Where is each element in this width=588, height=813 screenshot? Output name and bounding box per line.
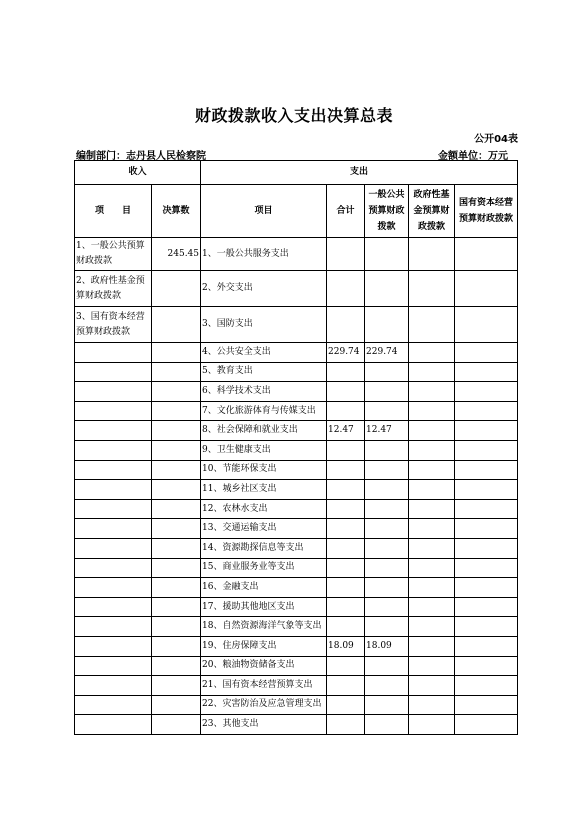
table-row: [75, 271, 518, 307]
income-item-cell: 1、一般公共预算财政拨款: [75, 238, 152, 271]
general-budget-cell: [365, 238, 409, 271]
table-row: [75, 558, 518, 578]
total-cell: [327, 382, 365, 402]
gov-fund-cell: [409, 480, 455, 500]
state-capital-cell: [455, 578, 518, 598]
budget-summary-table: [74, 160, 518, 735]
income-amount-cell: 245.45: [152, 238, 201, 271]
total-cell: [327, 499, 365, 519]
state-capital-cell: [455, 695, 518, 715]
income-amount-cell: [152, 578, 201, 598]
table-row: [75, 695, 518, 715]
gov-fund-cell: [409, 440, 455, 460]
gov-fund-cell: [409, 362, 455, 382]
table-row: [75, 362, 518, 382]
table-row: [75, 519, 518, 539]
total-cell: [327, 578, 365, 598]
income-amount-cell: [152, 499, 201, 519]
income-amount-cell: [152, 421, 201, 441]
income-amount-cell: [152, 401, 201, 421]
income-amount-cell: [152, 656, 201, 676]
gov-fund-cell: [409, 343, 455, 363]
total-cell: 229.74: [327, 343, 365, 363]
total-cell: [327, 656, 365, 676]
total-cell: [327, 271, 365, 307]
state-capital-cell: [455, 421, 518, 441]
table-row: [75, 480, 518, 500]
page-title: 财政拨款收入支出决算总表: [194, 106, 393, 125]
income-amount-cell: [152, 460, 201, 480]
gov-fund-cell: [409, 578, 455, 598]
income-item-cell: [75, 460, 152, 480]
total-cell: [327, 480, 365, 500]
general-budget-cell: 12.47: [365, 421, 409, 441]
income-item-cell: [75, 382, 152, 402]
state-capital-cell: [455, 676, 518, 696]
income-item-cell: 2、政府性基金预算财政拨款: [75, 271, 152, 307]
unit-label: 金额单位：万元: [438, 151, 508, 162]
income-amount-cell: [152, 676, 201, 696]
total-cell: [327, 538, 365, 558]
general-budget-cell: 229.74: [365, 343, 409, 363]
general-budget-cell: [365, 715, 409, 735]
general-budget-cell: [365, 362, 409, 382]
total-cell: [327, 695, 365, 715]
total-cell: [327, 238, 365, 271]
general-budget-cell: [365, 460, 409, 480]
expense-item-cell: 15、商业服务业等支出: [201, 558, 327, 578]
general-budget-cell: [365, 440, 409, 460]
gov-fund-cell: [409, 382, 455, 402]
table-row: [75, 499, 518, 519]
general-budget-cell: [365, 307, 409, 343]
table-row: [75, 656, 518, 676]
organization-label: 编制部门：志丹县人民检察院: [76, 151, 206, 162]
income-amount-cell: [152, 695, 201, 715]
header-row-1: [75, 161, 518, 185]
total-cell: [327, 460, 365, 480]
income-amount-cell: [152, 382, 201, 402]
expense-header: 支出: [201, 161, 518, 185]
state-capital-cell: [455, 656, 518, 676]
income-amount-cell: [152, 271, 201, 307]
state-capital-cell: [455, 617, 518, 637]
expense-item-header: 项目: [201, 185, 327, 238]
general-budget-cell: [365, 558, 409, 578]
expense-item-cell: 18、自然资源海洋气象等支出: [201, 617, 327, 637]
state-capital-cell: [455, 382, 518, 402]
general-budget-cell: [365, 401, 409, 421]
expense-item-cell: 20、粮油物资储备支出: [201, 656, 327, 676]
income-item-cell: [75, 715, 152, 735]
income-item-cell: [75, 538, 152, 558]
income-item-cell: [75, 656, 152, 676]
expense-item-cell: 5、教育支出: [201, 362, 327, 382]
gov-fund-cell: [409, 558, 455, 578]
expense-item-cell: 12、农林水支出: [201, 499, 327, 519]
state-capital-cell: [455, 460, 518, 480]
total-cell: [327, 362, 365, 382]
income-item-header: 项 目: [75, 185, 152, 238]
income-item-cell: [75, 499, 152, 519]
income-header: 收入: [75, 161, 201, 185]
state-capital-cell: [455, 519, 518, 539]
income-amount-cell: [152, 362, 201, 382]
expense-item-cell: 9、卫生健康支出: [201, 440, 327, 460]
total-cell: [327, 307, 365, 343]
general-budget-cell: [365, 578, 409, 598]
total-cell: [327, 519, 365, 539]
state-capital-cell: [455, 238, 518, 271]
table-row: [75, 307, 518, 343]
state-capital-cell: [455, 558, 518, 578]
table-row: [75, 597, 518, 617]
expense-item-cell: 8、社会保障和就业支出: [201, 421, 327, 441]
gov-fund-header: 政府性基金预算财政拨款: [409, 185, 455, 238]
gov-fund-cell: [409, 421, 455, 441]
state-capital-cell: [455, 499, 518, 519]
state-capital-cell: [455, 362, 518, 382]
general-budget-cell: [365, 597, 409, 617]
expense-item-cell: 1、一般公共服务支出: [201, 238, 327, 271]
income-amount-cell: [152, 538, 201, 558]
general-budget-cell: [365, 382, 409, 402]
income-amount-cell: [152, 307, 201, 343]
table-row: [75, 382, 518, 402]
income-amount-cell: [152, 558, 201, 578]
expense-item-cell: 13、交通运输支出: [201, 519, 327, 539]
expense-item-cell: 21、国有资本经营预算支出: [201, 676, 327, 696]
expense-item-cell: 23、其他支出: [201, 715, 327, 735]
table-row: [75, 578, 518, 598]
state-capital-cell: [455, 597, 518, 617]
gov-fund-cell: [409, 238, 455, 271]
general-budget-cell: [365, 538, 409, 558]
general-budget-cell: [365, 499, 409, 519]
table-row: [75, 421, 518, 441]
gov-fund-cell: [409, 695, 455, 715]
total-cell: 12.47: [327, 421, 365, 441]
total-cell: [327, 401, 365, 421]
table-number: 公开04表: [474, 134, 518, 145]
income-item-cell: 3、国有资本经营预算财政拨款: [75, 307, 152, 343]
general-budget-cell: [365, 271, 409, 307]
gov-fund-cell: [409, 307, 455, 343]
income-amount-cell: [152, 519, 201, 539]
income-item-cell: [75, 440, 152, 460]
gov-fund-cell: [409, 538, 455, 558]
state-capital-cell: [455, 401, 518, 421]
gov-fund-cell: [409, 597, 455, 617]
total-cell: [327, 676, 365, 696]
expense-item-cell: 2、外交支出: [201, 271, 327, 307]
expense-item-cell: 14、资源勘探信息等支出: [201, 538, 327, 558]
income-amount-cell: [152, 343, 201, 363]
state-capital-cell: [455, 440, 518, 460]
state-capital-header: 国有资本经营预算财政拨款: [455, 185, 518, 238]
general-budget-cell: [365, 519, 409, 539]
general-budget-cell: [365, 695, 409, 715]
income-item-cell: [75, 695, 152, 715]
income-item-cell: [75, 401, 152, 421]
expense-item-cell: 4、公共安全支出: [201, 343, 327, 363]
expense-item-cell: 16、金融支出: [201, 578, 327, 598]
expense-item-cell: 11、城乡社区支出: [201, 480, 327, 500]
state-capital-cell: [455, 480, 518, 500]
state-capital-cell: [455, 636, 518, 656]
header-row-2: [75, 185, 518, 238]
gov-fund-cell: [409, 401, 455, 421]
gov-fund-cell: [409, 271, 455, 307]
table-row: [75, 440, 518, 460]
state-capital-cell: [455, 715, 518, 735]
income-amount-cell: [152, 636, 201, 656]
total-cell: [327, 715, 365, 735]
state-capital-cell: [455, 343, 518, 363]
table-row: [75, 460, 518, 480]
total-cell: [327, 440, 365, 460]
final-amount-header: 决算数: [152, 185, 201, 238]
income-item-cell: [75, 636, 152, 656]
table-row: [75, 636, 518, 656]
income-item-cell: [75, 421, 152, 441]
general-budget-header: 一般公共预算财政拨款: [365, 185, 409, 238]
table-row: [75, 676, 518, 696]
income-item-cell: [75, 578, 152, 598]
income-item-cell: [75, 343, 152, 363]
income-amount-cell: [152, 715, 201, 735]
income-item-cell: [75, 558, 152, 578]
income-amount-cell: [152, 480, 201, 500]
state-capital-cell: [455, 538, 518, 558]
income-amount-cell: [152, 597, 201, 617]
gov-fund-cell: [409, 636, 455, 656]
income-amount-cell: [152, 440, 201, 460]
general-budget-cell: [365, 676, 409, 696]
gov-fund-cell: [409, 460, 455, 480]
income-item-cell: [75, 676, 152, 696]
income-item-cell: [75, 597, 152, 617]
gov-fund-cell: [409, 715, 455, 735]
expense-item-cell: 7、文化旅游体育与传媒支出: [201, 401, 327, 421]
expense-item-cell: 17、援助其他地区支出: [201, 597, 327, 617]
expense-item-cell: 6、科学技术支出: [201, 382, 327, 402]
general-budget-cell: 18.09: [365, 636, 409, 656]
expense-item-cell: 10、节能环保支出: [201, 460, 327, 480]
table-row: [75, 401, 518, 421]
income-item-cell: [75, 617, 152, 637]
gov-fund-cell: [409, 656, 455, 676]
income-amount-cell: [152, 617, 201, 637]
income-item-cell: [75, 362, 152, 382]
table-row: [75, 238, 518, 271]
total-cell: [327, 597, 365, 617]
expense-item-cell: 3、国防支出: [201, 307, 327, 343]
expense-item-cell: 19、住房保障支出: [201, 636, 327, 656]
table-row: [75, 715, 518, 735]
income-item-cell: [75, 519, 152, 539]
state-capital-cell: [455, 307, 518, 343]
table-row: [75, 538, 518, 558]
gov-fund-cell: [409, 519, 455, 539]
income-item-cell: [75, 480, 152, 500]
total-cell: [327, 558, 365, 578]
expense-item-cell: 22、灾害防治及应急管理支出: [201, 695, 327, 715]
state-capital-cell: [455, 271, 518, 307]
gov-fund-cell: [409, 617, 455, 637]
general-budget-cell: [365, 656, 409, 676]
general-budget-cell: [365, 480, 409, 500]
total-cell: [327, 617, 365, 637]
table-row: [75, 617, 518, 637]
total-cell: 18.09: [327, 636, 365, 656]
gov-fund-cell: [409, 499, 455, 519]
table-row: [75, 343, 518, 363]
general-budget-cell: [365, 617, 409, 637]
total-header: 合计: [327, 185, 365, 238]
gov-fund-cell: [409, 676, 455, 696]
